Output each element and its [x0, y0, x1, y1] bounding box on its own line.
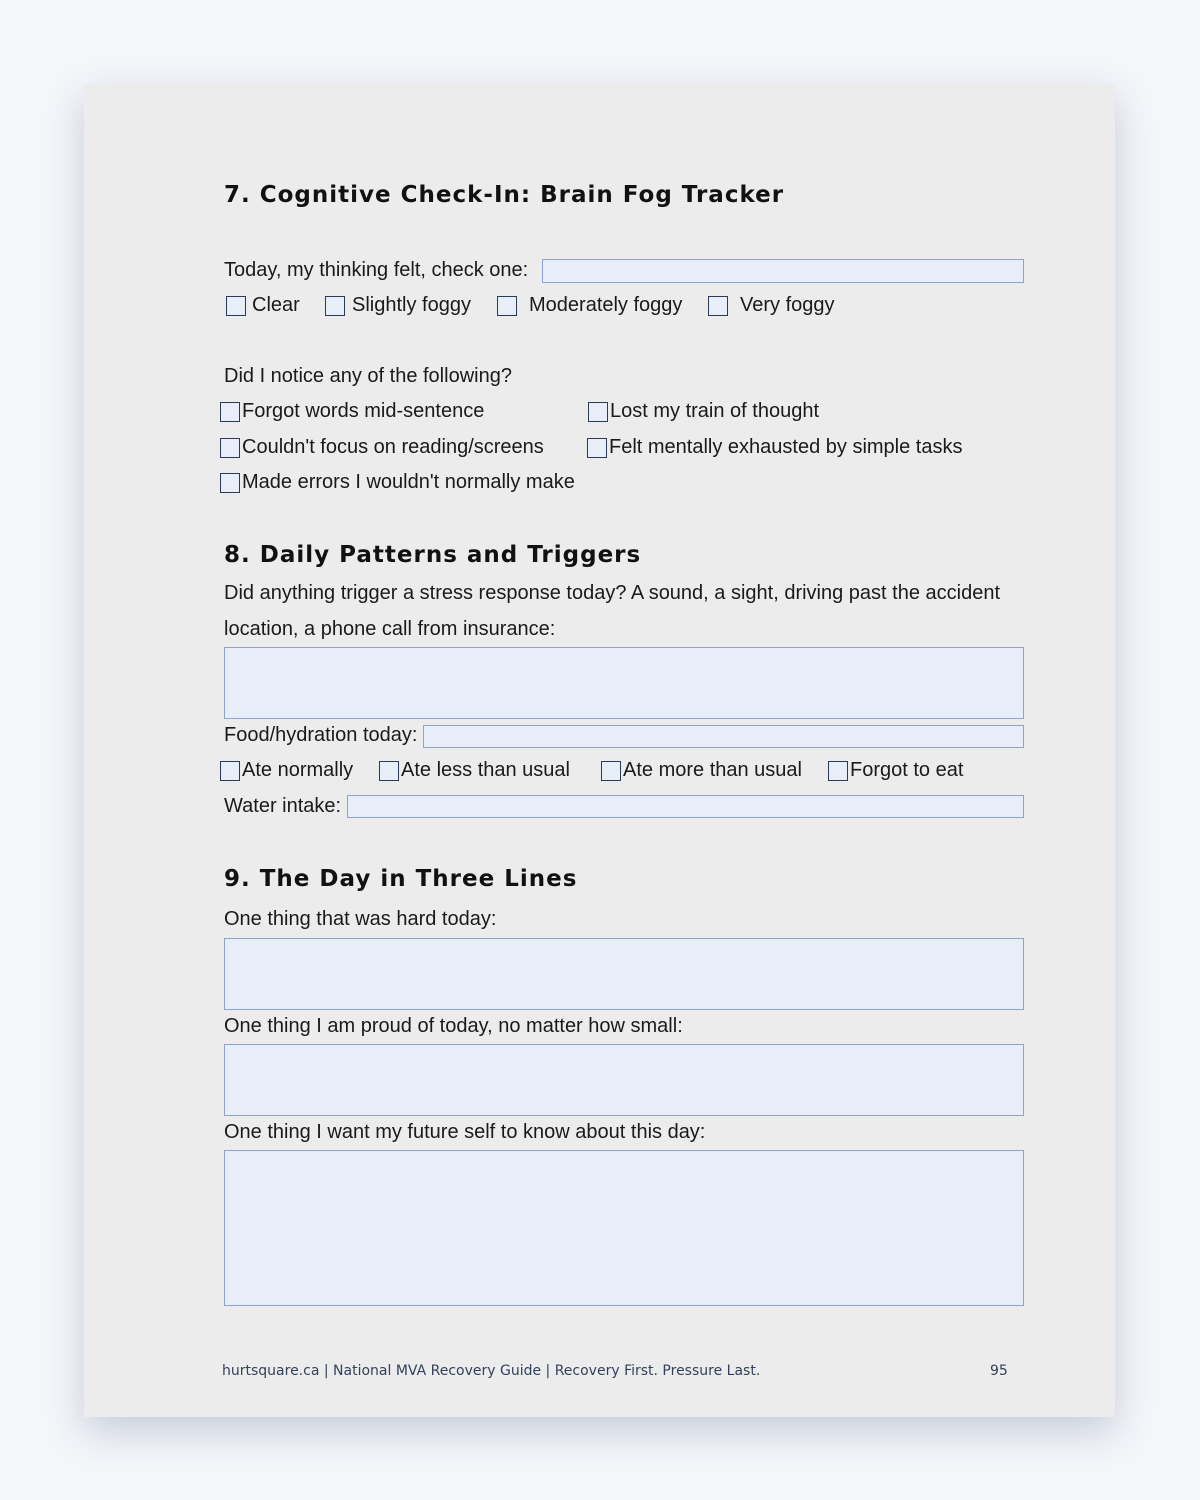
checkbox-couldnt-focus[interactable]	[220, 438, 240, 458]
option-forgot-to-eat-label: Forgot to eat	[850, 759, 964, 781]
option-clear-label: Clear	[252, 294, 300, 316]
food-field[interactable]	[423, 725, 1024, 748]
checkbox-lost-train[interactable]	[588, 402, 608, 422]
document-page	[84, 84, 1115, 1417]
water-field[interactable]	[347, 795, 1024, 818]
option-mentally-exhausted-label: Felt mentally exhausted by simple tasks	[609, 436, 963, 458]
footer-text: hurtsquare.ca | National MVA Recovery Guide | Recovery First. Pressure Last.	[222, 1363, 761, 1379]
water-label: Water intake:	[224, 795, 342, 817]
thinking-label: Today, my thinking felt, check one:	[224, 259, 529, 281]
checkbox-clear[interactable]	[226, 296, 246, 316]
section-9-heading: 9. The Day in Three Lines	[224, 866, 578, 892]
option-couldnt-focus-label: Couldn't focus on reading/screens	[242, 436, 544, 458]
section-8-heading: 8. Daily Patterns and Triggers	[224, 542, 642, 568]
checkbox-very-foggy[interactable]	[708, 296, 728, 316]
checkbox-made-errors[interactable]	[220, 473, 240, 493]
option-moderately-foggy-label: Moderately foggy	[529, 294, 683, 316]
option-slightly-foggy-label: Slightly foggy	[352, 294, 471, 316]
food-label: Food/hydration today:	[224, 724, 418, 746]
checkbox-slightly-foggy[interactable]	[325, 296, 345, 316]
option-made-errors-label: Made errors I wouldn't normally make	[242, 471, 575, 493]
proud-label: One thing I am proud of today, no matter how small:	[224, 1015, 683, 1037]
checkbox-moderately-foggy[interactable]	[497, 296, 517, 316]
checkbox-ate-normally[interactable]	[220, 761, 240, 781]
option-ate-normally-label: Ate normally	[242, 759, 354, 781]
hard-textarea[interactable]	[224, 938, 1024, 1010]
hard-label: One thing that was hard today:	[224, 908, 497, 930]
proud-textarea[interactable]	[224, 1044, 1024, 1116]
checkbox-forgot-words[interactable]	[220, 402, 240, 422]
page-number: 95	[990, 1363, 1008, 1379]
trigger-label-line2: location, a phone call from insurance:	[224, 618, 556, 640]
option-ate-less-label: Ate less than usual	[401, 759, 570, 781]
thinking-field[interactable]	[542, 259, 1024, 283]
option-lost-train-label: Lost my train of thought	[610, 400, 820, 422]
trigger-label-line1: Did anything trigger a stress response today? A sound, a sight, driving past the accident	[224, 582, 1001, 604]
option-forgot-words-label: Forgot words mid-sentence	[242, 400, 485, 422]
checkbox-mentally-exhausted[interactable]	[587, 438, 607, 458]
checkbox-ate-less[interactable]	[379, 761, 399, 781]
future-textarea[interactable]	[224, 1150, 1024, 1306]
trigger-textarea[interactable]	[224, 647, 1024, 719]
option-very-foggy-label: Very foggy	[740, 294, 835, 316]
future-label: One thing I want my future self to know about this day:	[224, 1121, 706, 1143]
checkbox-forgot-to-eat[interactable]	[828, 761, 848, 781]
option-ate-more-label: Ate more than usual	[623, 759, 802, 781]
notice-label: Did I notice any of the following?	[224, 365, 512, 387]
checkbox-ate-more[interactable]	[601, 761, 621, 781]
section-7-heading: 7. Cognitive Check-In: Brain Fog Tracker	[224, 182, 785, 208]
